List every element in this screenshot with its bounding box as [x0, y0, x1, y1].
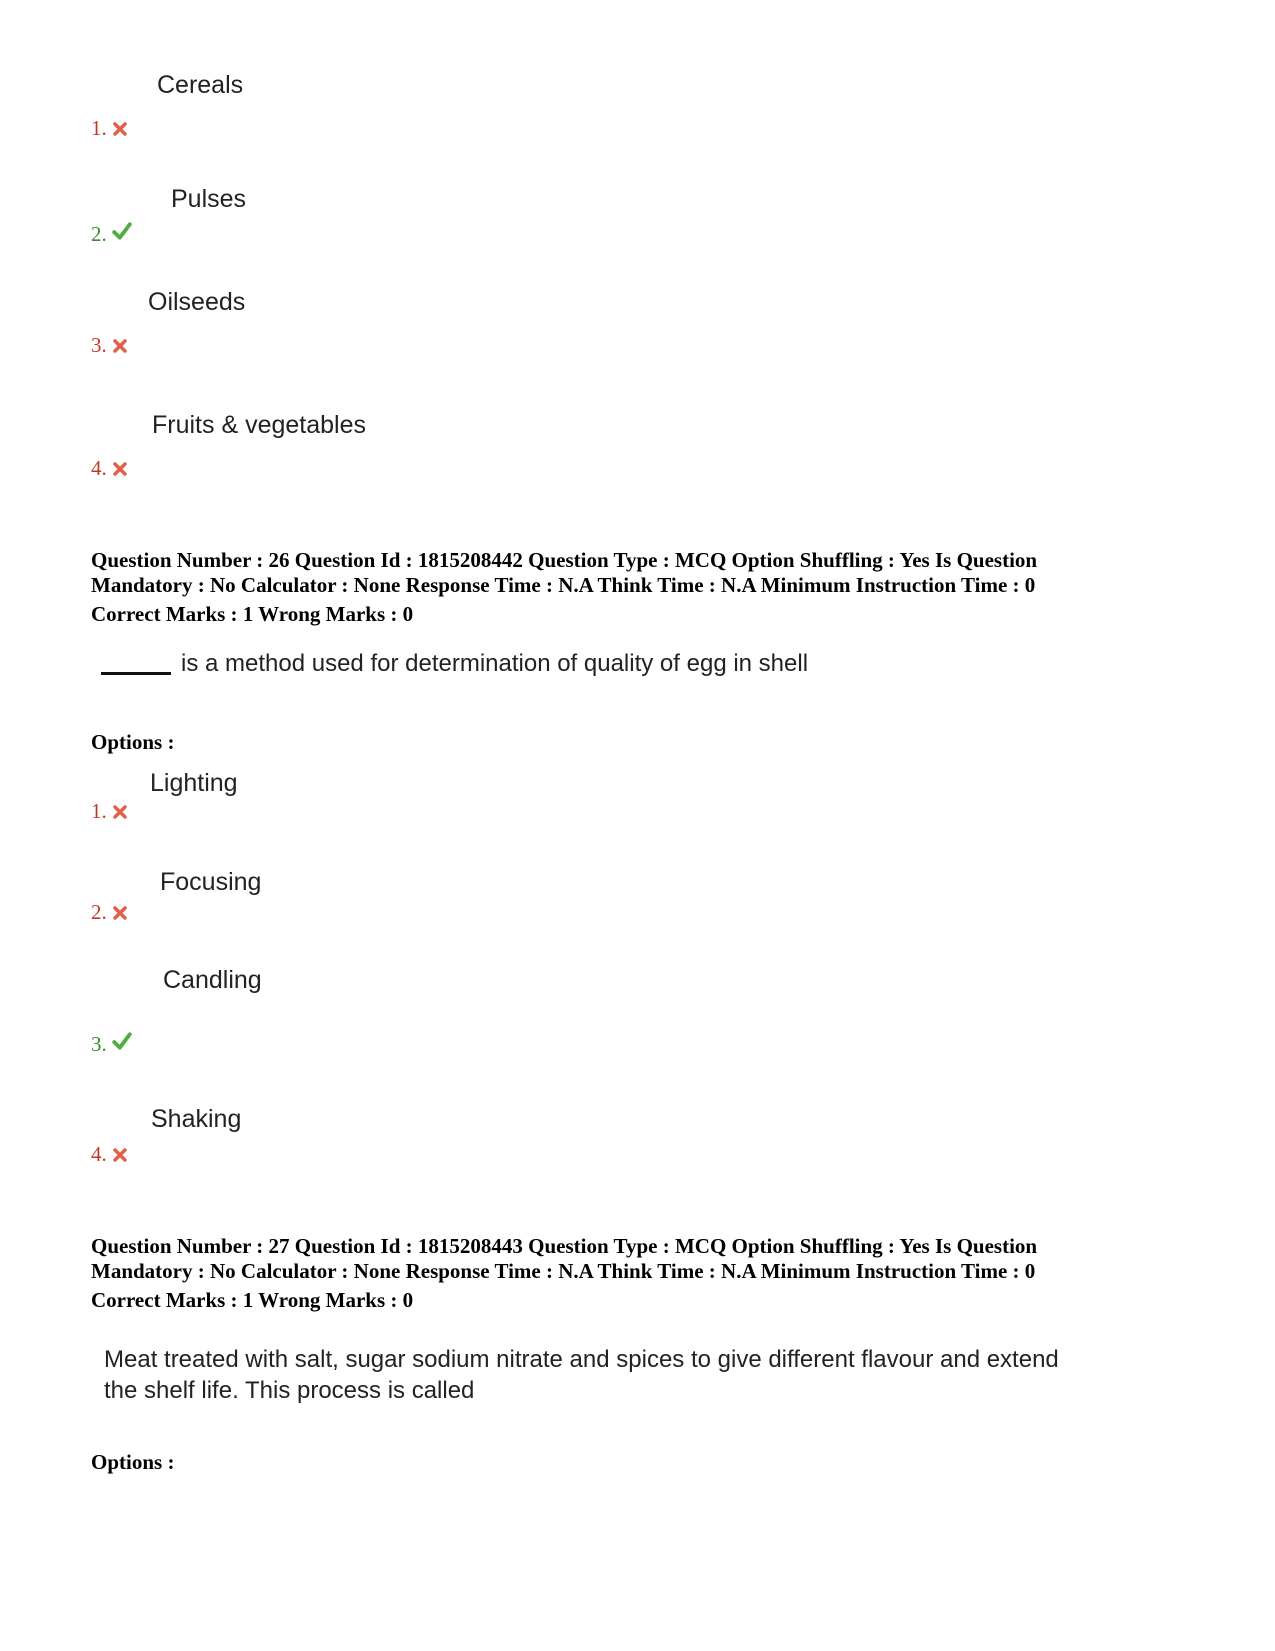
- q26-option-2-marker: [91, 902, 129, 923]
- fill-in-blank: [101, 672, 171, 675]
- q26-option-1-text: Lighting: [150, 769, 238, 797]
- q27-stem-line-2: the shelf life. This process is called: [104, 1377, 475, 1404]
- q27-marks: Correct Marks : 1 Wrong Marks : 0: [91, 1288, 414, 1312]
- q26-option-2-text: Focusing: [160, 868, 262, 896]
- q26-option-3-text: Candling: [163, 966, 262, 994]
- q26-option-1-marker: [91, 801, 129, 822]
- q26-stem-text: is a method used for determination of quality of egg in shell: [181, 650, 809, 677]
- q27-stem: [104, 1344, 1059, 1406]
- option-number: 3.: [91, 1032, 107, 1056]
- q27-stem-line-1: Meat treated with salt, sugar sodium nitrate and spices to give different flavour and extend: [104, 1346, 1059, 1373]
- cross-icon: [111, 337, 129, 355]
- q27-meta-line-1: Question Number : 27 Question Id : 1815208443 Question Type : MCQ Option Shuffling : Yes Is Question: [91, 1234, 1038, 1258]
- q26-stem: [101, 648, 808, 679]
- option-number: 1.: [91, 116, 107, 140]
- q26-option-4-text: Shaking: [151, 1105, 242, 1133]
- q25-option-4-text: Fruits & vegetables: [152, 411, 366, 439]
- cross-icon: [111, 904, 129, 922]
- q25-option-2-marker: [91, 224, 133, 245]
- option-number: 2.: [91, 222, 107, 246]
- q27-options-label: Options :: [91, 1450, 175, 1474]
- option-number: 3.: [91, 333, 107, 357]
- option-number: 2.: [91, 900, 107, 924]
- q25-option-4-marker: [91, 458, 129, 479]
- q25-option-3-text: Oilseeds: [148, 288, 246, 316]
- q26-meta: [91, 548, 1131, 627]
- q25-option-2-text: Pulses: [171, 185, 247, 213]
- cross-icon: [111, 120, 129, 138]
- check-icon: [111, 221, 133, 241]
- cross-icon: [111, 1146, 129, 1164]
- option-number: 4.: [91, 1142, 107, 1166]
- q26-meta-line-2: Mandatory : No Calculator : None Response Time : N.A Think Time : N.A Minimum Instruction Time : 0: [91, 573, 1036, 597]
- q27-meta: [91, 1234, 1131, 1313]
- q25-option-1-text: Cereals: [157, 71, 244, 99]
- option-number: 1.: [91, 799, 107, 823]
- cross-icon: [111, 460, 129, 478]
- q26-options-label: Options :: [91, 730, 175, 754]
- q26-option-4-marker: [91, 1144, 129, 1165]
- option-number: 4.: [91, 456, 107, 480]
- q26-meta-line-1: Question Number : 26 Question Id : 1815208442 Question Type : MCQ Option Shuffling : Yes Is Question: [91, 548, 1038, 572]
- cross-icon: [111, 803, 129, 821]
- q27-meta-line-2: Mandatory : No Calculator : None Response Time : N.A Think Time : N.A Minimum Instruction Time : 0: [91, 1259, 1036, 1283]
- q26-marks: Correct Marks : 1 Wrong Marks : 0: [91, 602, 414, 626]
- q25-option-3-marker: [91, 335, 129, 356]
- check-icon: [111, 1031, 133, 1051]
- q25-option-1-marker: [91, 118, 129, 139]
- q26-option-3-marker: [91, 1034, 133, 1055]
